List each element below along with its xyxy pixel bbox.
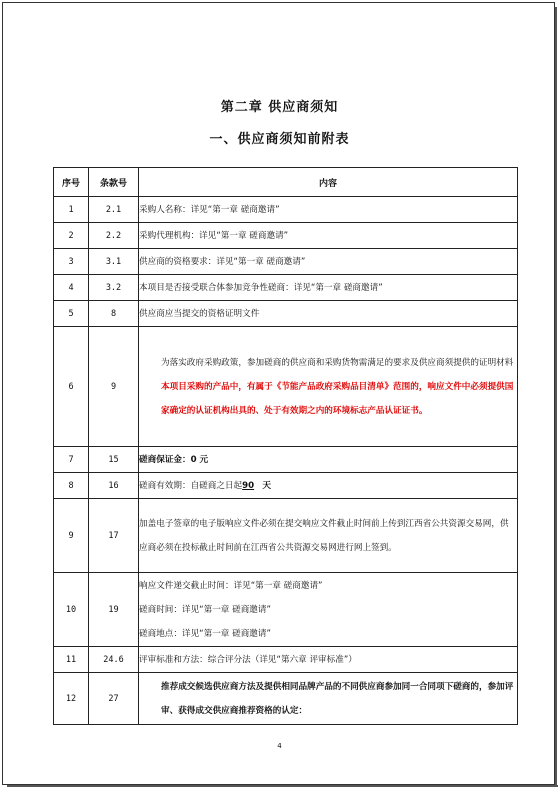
row-content: 为落实政府采购政策，参加磋商的供应商和采购货物需满足的要求及供应商须提供的证明材料 (161, 357, 514, 368)
row-clause: 9 (89, 327, 139, 447)
row-clause: 19 (89, 573, 139, 647)
validity-days-value: 90 (242, 480, 255, 491)
row-no: 9 (54, 499, 89, 573)
table-row (54, 197, 518, 223)
validity-unit: 天 (262, 480, 271, 491)
row-no: 1 (54, 197, 89, 223)
row-content: 磋商地点：详见“第一章 磋商邀请” (139, 628, 271, 639)
row-no: 10 (54, 573, 89, 647)
table-row (54, 647, 518, 673)
row-content: 响应文件递交截止时间：详见“第一章 磋商邀请” (139, 580, 323, 591)
row-content: 采购代理机构：详见“第一章 磋商邀请” (139, 230, 289, 241)
col-header-content: 内容 (139, 168, 518, 197)
row-content: 供应商应当提交的资格证明文件 (139, 308, 260, 319)
row-clause: 3.1 (89, 249, 139, 275)
table-row (54, 499, 518, 573)
row-no: 2 (54, 223, 89, 249)
row-clause: 24.6 (89, 647, 139, 673)
row-content: 磋商有效期：自磋商之日起 (139, 480, 243, 491)
row-clause: 27 (89, 673, 139, 725)
col-header-clause: 条款号 (89, 168, 139, 197)
row-content: 加盖电子签章的电子版响应文件必须在提交响应文件截止时间前上传到江西省公共资源交易网，供应商必须在投标截止时间前在江西省公共资源交易网进行网上签到。 (139, 518, 509, 553)
row-content: 推荐成交候选供应商方法及提供相同品牌产品的不同供应商参加同一合同项下磋商的，参加评审、获得成交供应商推荐资格的认定： (161, 681, 514, 716)
row-no: 12 (54, 673, 89, 725)
row-clause: 17 (89, 499, 139, 573)
table-row (54, 223, 518, 249)
row-clause: 16 (89, 473, 139, 499)
table-row (54, 447, 518, 473)
chapter-title: 第二章 供应商须知 (220, 100, 339, 115)
row-content: 本项目是否接受联合体参加竞争性磋商：详见“第一章 磋商邀请” (139, 282, 383, 293)
supplier-notice-table (53, 167, 518, 725)
table-row (54, 249, 518, 275)
table-row (54, 473, 518, 499)
row-clause: 15 (89, 447, 139, 473)
row-content-highlight: 本项目采购的产品中，有属于《节能产品政府采购品目清单》范围的，响应文件中必须提供国家确定的认证机构出具的、处于有效期之内的环境标志产品认证证书。 (161, 381, 514, 416)
row-no: 6 (54, 327, 89, 447)
row-no: 8 (54, 473, 89, 499)
table-row (54, 327, 518, 447)
row-no: 11 (54, 647, 89, 673)
row-content: 磋商时间：详见“第一章 磋商邀请” (139, 604, 271, 615)
row-clause: 8 (89, 301, 139, 327)
row-no: 5 (54, 301, 89, 327)
row-no: 3 (54, 249, 89, 275)
row-no: 4 (54, 275, 89, 301)
row-content: 供应商的资格要求：详见“第一章 磋商邀请” (139, 256, 306, 267)
col-header-no: 序号 (54, 168, 89, 197)
row-content: 评审标准和方法：综合评分法（详见“第六章 评审标准”） (139, 654, 357, 665)
table-header-row (54, 168, 518, 197)
table-row (54, 573, 518, 647)
row-content: 采购人名称：详见“第一章 磋商邀请” (139, 204, 280, 215)
page-number: 4 (277, 742, 282, 750)
table-row (54, 275, 518, 301)
table-row (54, 301, 518, 327)
table-row (54, 673, 518, 725)
row-clause: 2.1 (89, 197, 139, 223)
row-clause: 3.2 (89, 275, 139, 301)
row-content: 磋商保证金：0 元 (139, 454, 209, 465)
row-clause: 2.2 (89, 223, 139, 249)
row-no: 7 (54, 447, 89, 473)
section-title: 一、供应商须知前附表 (209, 132, 350, 147)
